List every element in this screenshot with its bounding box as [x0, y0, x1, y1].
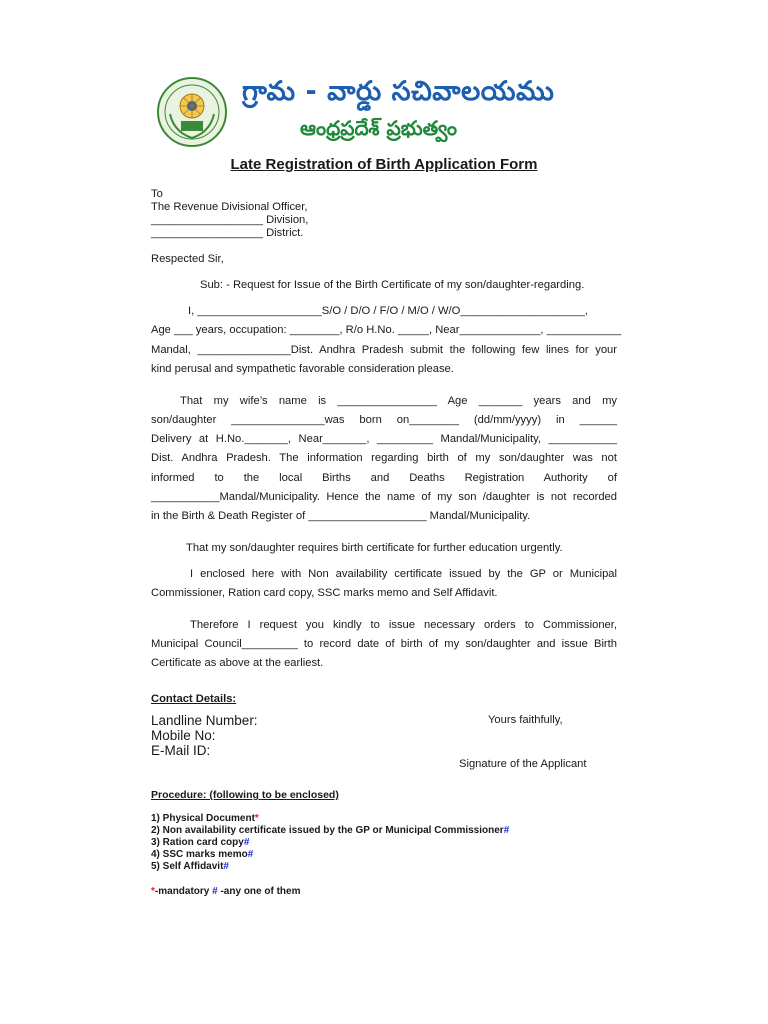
address-to: To [151, 188, 163, 200]
para5-line: Certificate as above at the earliest. [151, 657, 324, 669]
para4-line: Commissioner, Ration card copy, SSC marks memo and Self Affidavit. [151, 587, 498, 599]
procedure-legend: *-mandatory # -any one of them [151, 886, 301, 897]
para1-line: Mandal, _______________Dist. Andhra Pradesh submit the following few lines for your [151, 344, 617, 356]
para1-line: kind perusal and sympathetic favorable consideration please. [151, 363, 454, 375]
address-division: __________________ Division, [151, 214, 309, 226]
telugu-subtitle: ఆంధ్రప్రదేశ్ ప్రభుత్వం [300, 116, 457, 140]
para1-line: Age ___ years, occupation: ________, R/o H.No. _____, Near_____________, ____________ [151, 324, 622, 336]
contact-landline: Landline Number: [151, 713, 258, 728]
procedure-heading: Procedure: (following to be enclosed) [151, 789, 339, 801]
para2-line: Dist. Andhra Pradesh. The information regarding birth of my son/daughter was not [151, 452, 617, 464]
para5-line: Therefore I request you kindly to issue necessary orders to Commissioner, [190, 619, 617, 631]
closing-yours-faithfully: Yours faithfully, [488, 714, 563, 726]
procedure-item: 5) Self Affidavit# [151, 861, 229, 872]
mandatory-mark: * [254, 813, 259, 824]
form-title: Late Registration of Birth Application Form [230, 156, 538, 173]
para2-line: Delivery at H.No._______, Near_______, _________ Mandal/Municipality, ___________ [151, 433, 617, 445]
contact-email: E-Mail ID: [151, 743, 211, 758]
andhra-pradesh-emblem-icon [156, 76, 228, 148]
any-one-mark: # [247, 849, 254, 860]
contact-mobile: Mobile No: [151, 728, 216, 743]
procedure-item: 1) Physical Document* [151, 813, 259, 824]
letterhead [150, 70, 620, 156]
para2-line: ___________Mandal/Municipality. Hence the name of my son /daughter is not recorded [151, 491, 617, 503]
para3: That my son/daughter requires birth certificate for further education urgently. [186, 542, 563, 554]
para2-line: son/daughter _______________was born on________ (dd/mm/yyyy) in ______ [151, 414, 617, 426]
para5-line: Municipal Council_________ to record date of birth of my son/daughter and issue Birth [151, 638, 617, 650]
telugu-title: గ్రామ - వార్డు సచివాలయము [242, 76, 555, 107]
any-one-mark: # [223, 861, 229, 872]
salutation: Respected Sir, [151, 253, 224, 265]
para2-line: That my wife’s name is ________________ Age _______ years and my [180, 395, 617, 407]
address-officer: The Revenue Divisional Officer, [151, 201, 308, 213]
para2-line: in the Birth & Death Register of ___________________ Mandal/Municipality. [151, 510, 531, 522]
address-district: __________________ District. [151, 227, 304, 239]
para1-line: I, ____________________S/O / D/O / F/O / M/O / W/O____________________, [188, 305, 588, 317]
any-one-mark: # [243, 837, 250, 848]
signature-label: Signature of the Applicant [459, 758, 587, 770]
procedure-item: 3) Ration card copy# [151, 837, 250, 848]
para4-line: I enclosed here with Non availability certificate issued by the GP or Municipal [190, 568, 617, 580]
subject-line: Sub: - Request for Issue of the Birth Certificate of my son/daughter-regarding. [200, 279, 585, 291]
procedure-item: 2) Non availability certificate issued by the GP or Municipal Commissioner# [151, 825, 510, 836]
contact-heading: Contact Details: [151, 693, 237, 705]
procedure-item: 4) SSC marks memo# [151, 849, 254, 860]
para2-line: informed to the local Births and Deaths Registration Authority of [151, 472, 617, 484]
any-one-mark: # [503, 825, 510, 836]
